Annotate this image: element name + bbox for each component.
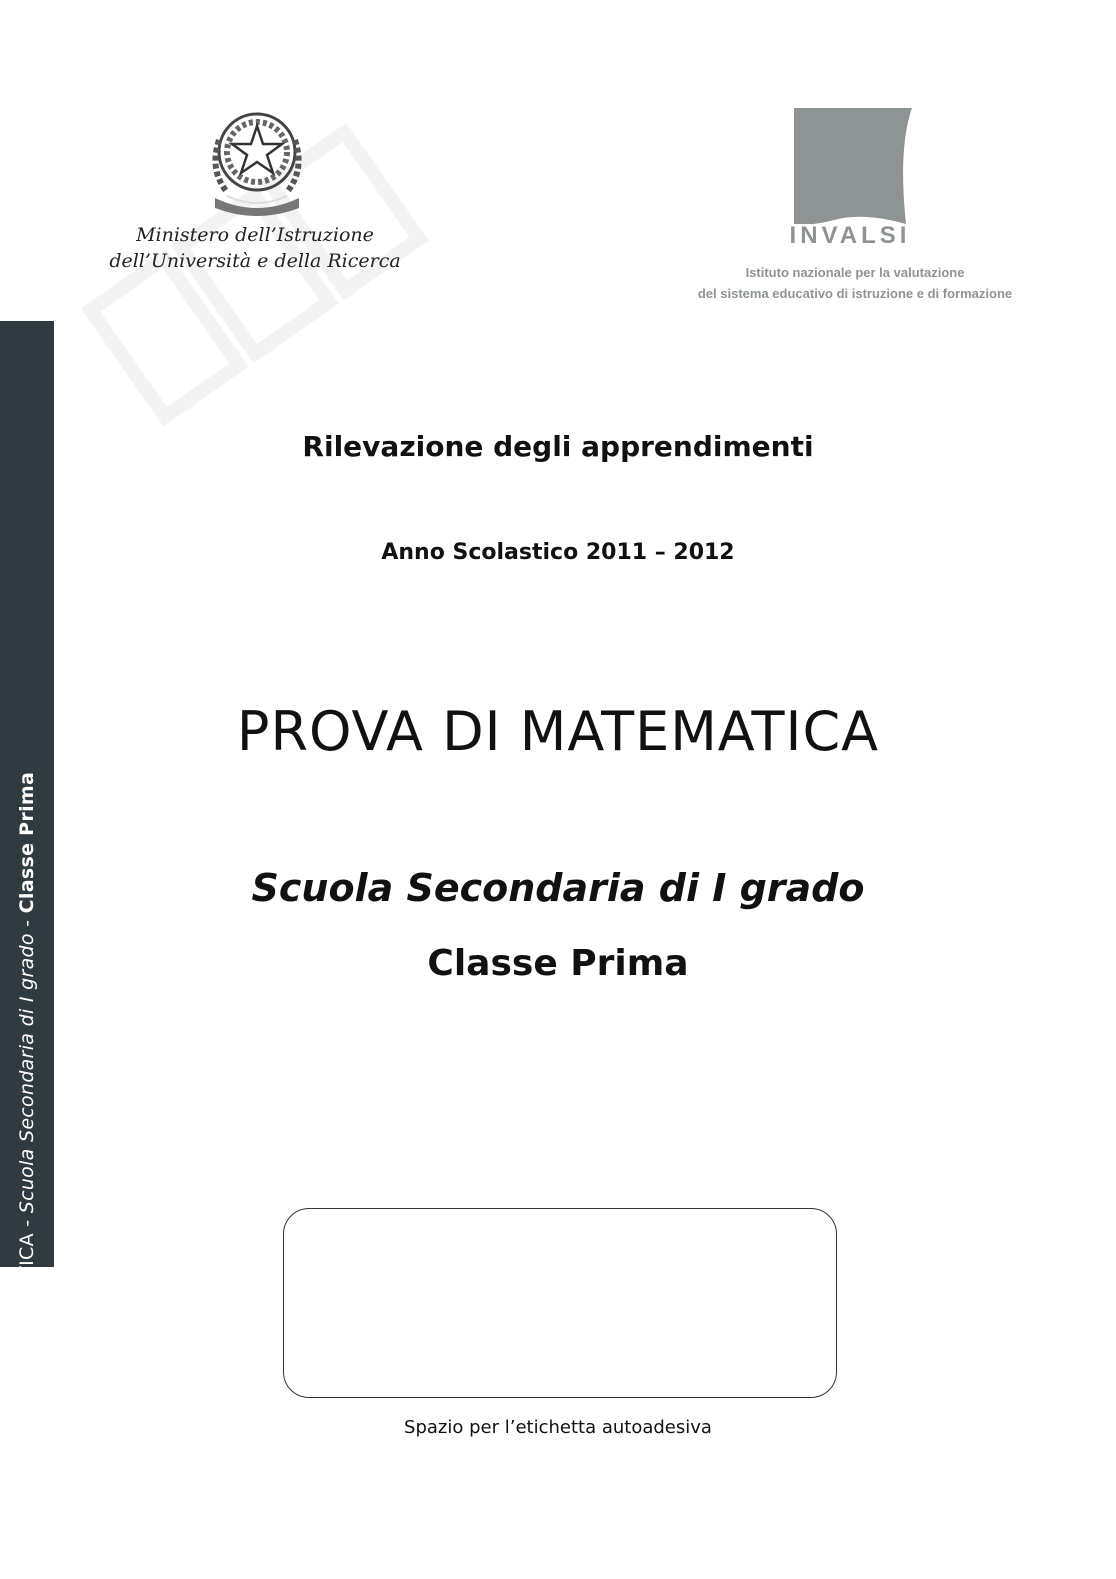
invalsi-logo-icon <box>794 108 912 224</box>
sticker-caption: Spazio per l’etichetta autoadesiva <box>404 1417 712 1438</box>
school-level: Scuola Secondaria di I grado <box>251 866 865 910</box>
side-band-class: Classe Prima <box>16 771 38 914</box>
survey-title: Rilevazione degli apprendimenti <box>302 430 814 463</box>
invalsi-subtitle-line2: del sistema educativo di istruzione e di formazione <box>697 286 1013 301</box>
ministry-name <box>100 222 410 274</box>
side-band-school: Scuola Secondaria di I grado <box>16 933 38 1214</box>
invalsi-name: INVALSI <box>789 222 911 249</box>
invalsi-subtitle-line1: Istituto nazionale per la valutazione <box>745 265 965 280</box>
side-band-separator: - <box>16 913 38 934</box>
test-title: PROVA DI MATEMATICA <box>236 700 880 763</box>
ministry-name-line1: Ministero dell’Istruzione <box>136 224 374 246</box>
ministry-name-line2: dell’Università e della Ricerca <box>109 250 401 272</box>
school-year: Anno Scolastico 2011 – 2012 <box>381 540 735 565</box>
sticker-area <box>283 1208 837 1398</box>
invalsi-subtitle <box>690 262 1020 304</box>
class-level: Classe Prima <box>427 943 689 984</box>
side-band-test: PROVA DI MATEMATICA - <box>16 1213 38 1459</box>
italian-republic-emblem-icon <box>205 100 309 218</box>
